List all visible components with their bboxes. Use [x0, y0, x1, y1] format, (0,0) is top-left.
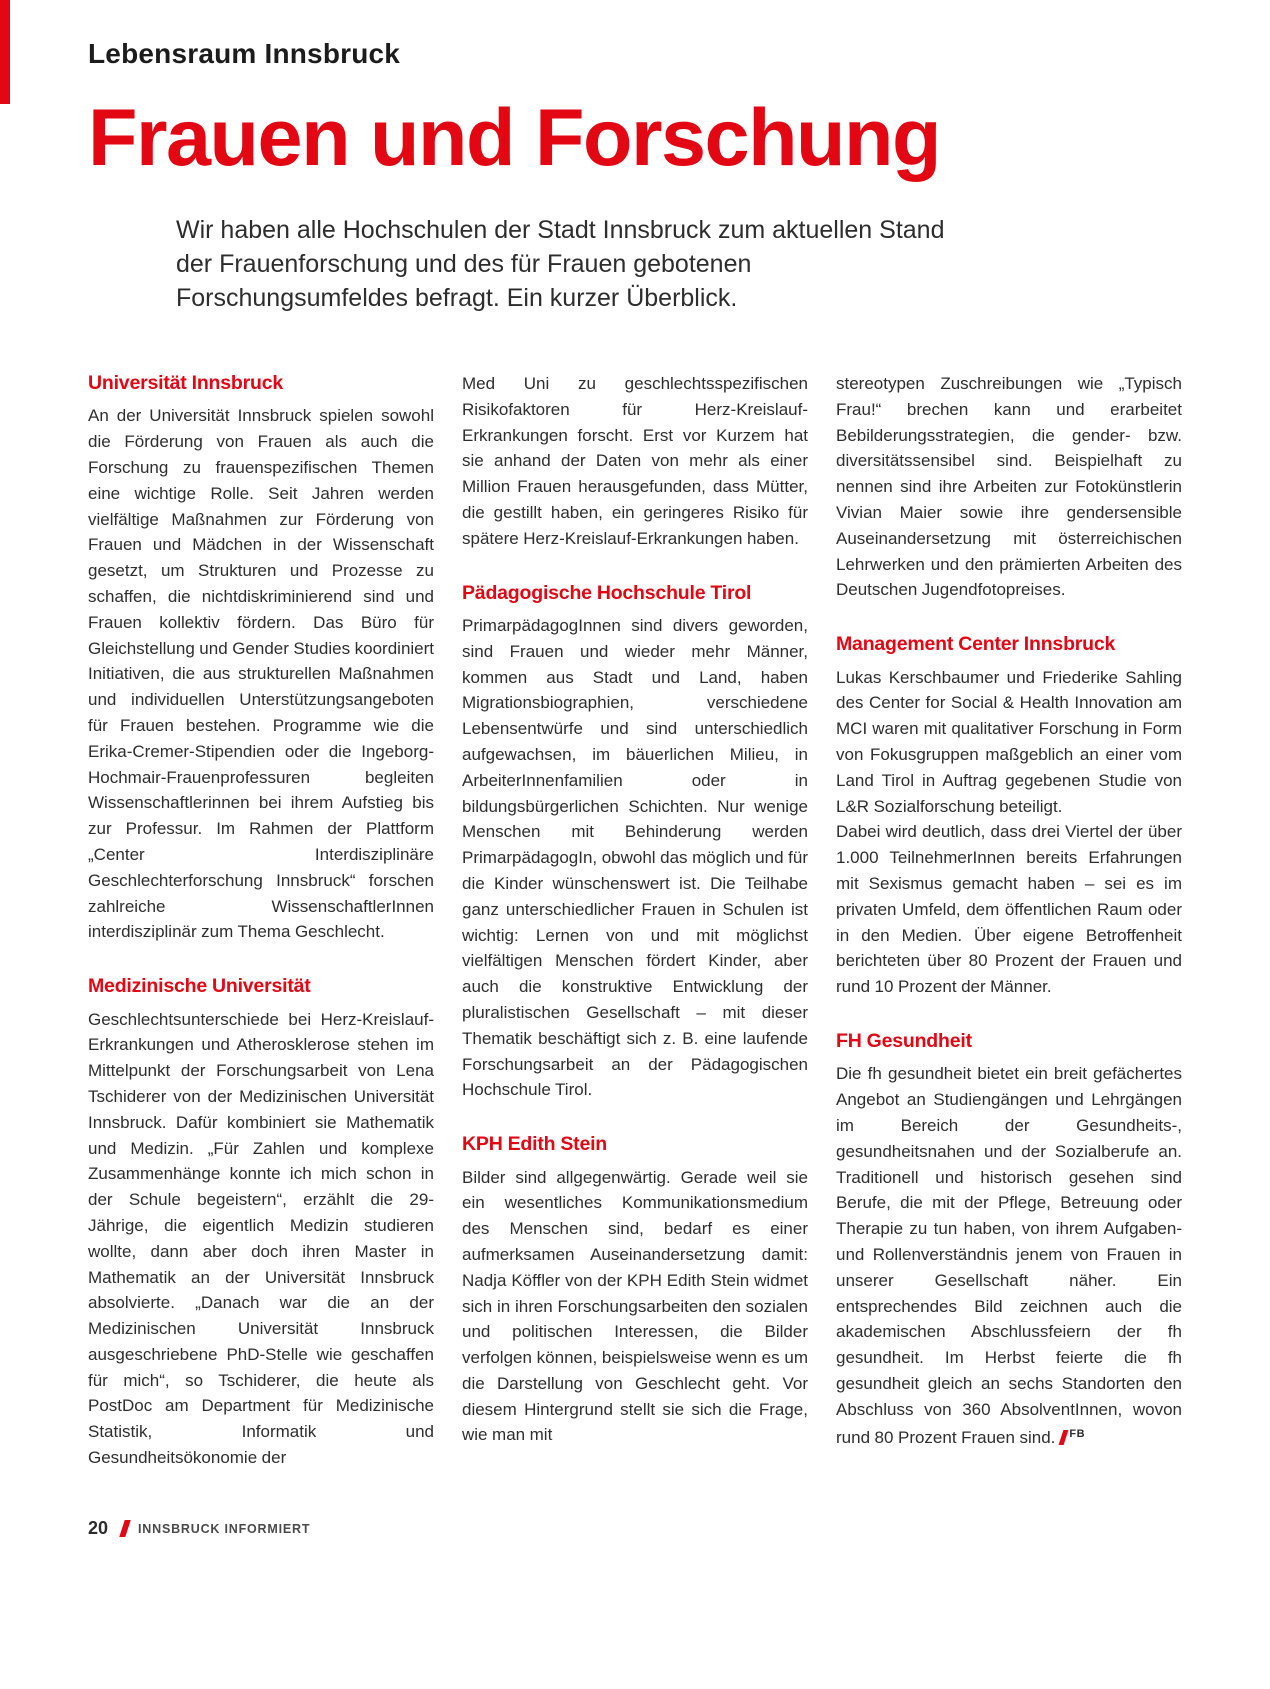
body-paragraph	[836, 1061, 1182, 1451]
section-kicker: Lebensraum Innsbruck	[88, 38, 401, 69]
body-paragraph: Med Uni zu geschlechtsspezifischen Risikofaktoren für Herz-Kreislauf-Erkrankungen forscht. Erst vor Kurzem hat sie anhand der Daten von mehr als einer Million Frauen herausgefunden, dass Mütter, die gestillt haben, ein geringeres Risiko für spätere Herz-Kreislauf-Erkrankungen haben.	[462, 374, 808, 548]
body-paragraph: PrimarpädagogInnen sind divers geworden, sind Frauen und wieder mehr Männer, kommen aus Stadt und Land, haben Migrationsbiographien, verschiedene Lebensentwürfe und sind unterschiedlich aufgewachsen, im bäuerlichen Milieu, in ArbeiterInnenfamilien oder in bildungsbürgerlichen Schichten. Nur wenige Menschen mit Behinderung werden PrimarpädagogIn, obwohl das möglich und für die Kinder wünschenswert ist. Die Teilhabe ganz unterschiedlicher Frauen in Schulen ist wichtig: Lernen von und mit möglichst vielfältigen Menschen fördert Kinder, aber auch die konstruktive Entwicklung der pluralistischen Gesellschaft – mit dieser Thematik beschäftigt sich z. B. eine laufende Forschungsarbeit an der Pädagogischen Hochschule Tirol.	[462, 616, 808, 1100]
section-heading-universitaet-innsbruck: Universität Innsbruck	[88, 372, 283, 395]
column-1	[88, 371, 434, 1471]
body-paragraph: Geschlechtsunterschiede bei Herz-Kreislauf-Erkrankungen und Atherosklerose stehen im Mittelpunkt der Forschungsarbeit von Lena Tschiderer von der Medizinischen Universität Innsbruck. Dafür kombiniert sie Mathematik und Medizin. „Für Zahlen und komplexe Zusammenhänge konnte ich mich schon in der Schule begeistern“, erzählt die 29-Jährige, die eigentlich Medizin studieren wollte, dann aber doch ihren Master in Mathematik an der Universität Innsbruck absolvierte. „Danach war die an der Medizinischen Universität Innsbruck ausgeschriebene PhD-Stelle wie geschaffen für mich“, so Tschiderer, die heute als PostDoc am Department für Medizinische Statistik, Informatik und Gesundheitsökonomie der	[88, 1009, 434, 1468]
section-heading-medizinische-universitaet: Medizinische Universität	[88, 975, 311, 998]
body-paragraph: Bilder sind allgegenwärtig. Gerade weil sie ein wesentliches Kommunikationsmedium des Menschen sind, bedarf es einer aufmerksamen Auseinandersetzung damit: Nadja Köffler von der KPH Edith Stein widmet sich in ihren Forschungsarbeiten den sozialen und politischen Interessen, die Bilder verfolgen können, beispielsweise wenn es um die Darstellung von Geschlecht geht. Vor diesem Hintergrund stellt sie sich die Frage, wie man mit	[462, 1167, 808, 1445]
body-paragraph: Lukas Kerschbaumer und Friederike Sahling des Center for Social & Health Innovation am MCI waren mit qualitativer Forschung in Form von Fokusgruppen maßgeblich an einer vom Land Tirol in Auftrag gegebenen Studie von L&R Sozialforschung beteiligt.	[836, 667, 1182, 816]
red-slash-icon	[1059, 1430, 1069, 1445]
red-edge-bar	[0, 0, 10, 104]
section-heading-fh-gesundheit: FH Gesundheit	[836, 1029, 972, 1052]
section-heading-paedagogische-hochschule-tirol: Pädagogische Hochschule Tirol	[462, 581, 752, 604]
body-paragraph-text: Die fh gesundheit bietet ein breit gefächertes Angebot an Studiengängen und Lehrgängen im Bereich der Gesundheits-, gesundheitsnahen und der Sozialberufe an. Traditionell und historisch gesehen sind Berufe, die mit der Pflege, Betreuung oder Therapie zu tun haben, von ihrem Aufgaben- und Rollenverständnis jenem von Frauen in unserer Gesellschaft näher. Ein entsprechendes Bild zeichnen auch die akademischen Abschlussfeiern der fh gesundheit. Im Herbst feierte die fh gesundheit gleich an sechs Standorten den Abschluss von 360 AbsolventInnen, wovon rund 80 Prozent Frauen sind.	[836, 1064, 1182, 1448]
article-columns	[88, 371, 1182, 1471]
section-heading-management-center-innsbruck: Management Center Innsbruck	[836, 633, 1116, 656]
intro-paragraph: Wir haben alle Hochschulen der Stadt Innsbruck zum aktuellen Stand der Frauenforschung und des für Frauen gebotenen Forschungsumfeldes befragt. Ein kurzer Überblick.	[176, 216, 945, 313]
page-title: Frauen und Forschung	[88, 93, 940, 183]
author-initials: FB	[1069, 1428, 1086, 1441]
author-signature	[1055, 1428, 1085, 1447]
body-paragraph: An der Universität Innsbruck spielen sowohl die Förderung von Frauen als auch die Forschung zu frauenspezifischen Themen eine wichtige Rolle. Seit Jahren werden vielfältige Maßnahmen zur Förderung von Frauen und Mädchen in der Wissenschaft gesetzt, um Strukturen und Prozesse zu schaffen, die nichtdiskriminierend sind und Frauen kollektiv fördern. Das Büro für Gleichstellung und Gender Studies koordiniert Initiativen, die aus strukturellen Maßnahmen und individuellen Unterstützungsangeboten für Frauen bestehen. Programme wie die Erika-Cremer-Stipendien oder die Ingeborg-Hochmair-Frauenprofessuren begleiten Wissenschaftlerinnen bei ihrem Aufstieg bis zur Professur. Im Rahmen der Plattform „Center Interdisziplinäre Geschlechterforschung Innsbruck“ forschen zahlreiche WissenschaftlerInnen interdisziplinär zum Thema Geschlecht.	[88, 406, 435, 942]
page-footer	[88, 1518, 310, 1539]
magazine-name: INNSBRUCK INFORMIERT	[138, 1521, 311, 1536]
body-paragraph: Dabei wird deutlich, dass drei Viertel der über 1.000 TeilnehmerInnen bereits Erfahrungen mit Sexismus gemacht haben – sei es im privaten Umfeld, dem öffentlichen Raum oder in den Medien. Über eigene Betroffenheit berichteten über 80 Prozent der Frauen und rund 10 Prozent der Männer.	[836, 822, 1182, 997]
page-number: 20	[88, 1518, 109, 1538]
section-heading-kph-edith-stein: KPH Edith Stein	[462, 1133, 608, 1156]
body-paragraph: stereotypen Zuschreibungen wie „Typisch Frau!“ brechen kann und erarbeitet Bebilderungsstrategien, die gender- bzw. diversitätssensibel sind. Beispielhaft zu nennen sind ihre Arbeiten zur Fotokünstlerin Vivian Maier sowie ihre gendersensible Auseinandersetzung mit österreichischen Lehrwerken und den prämierten Arbeiten des Deutschen Jugendfotopreises.	[836, 374, 1182, 600]
column-3	[836, 371, 1182, 1471]
column-2	[462, 371, 808, 1471]
red-slash-icon	[119, 1520, 131, 1537]
